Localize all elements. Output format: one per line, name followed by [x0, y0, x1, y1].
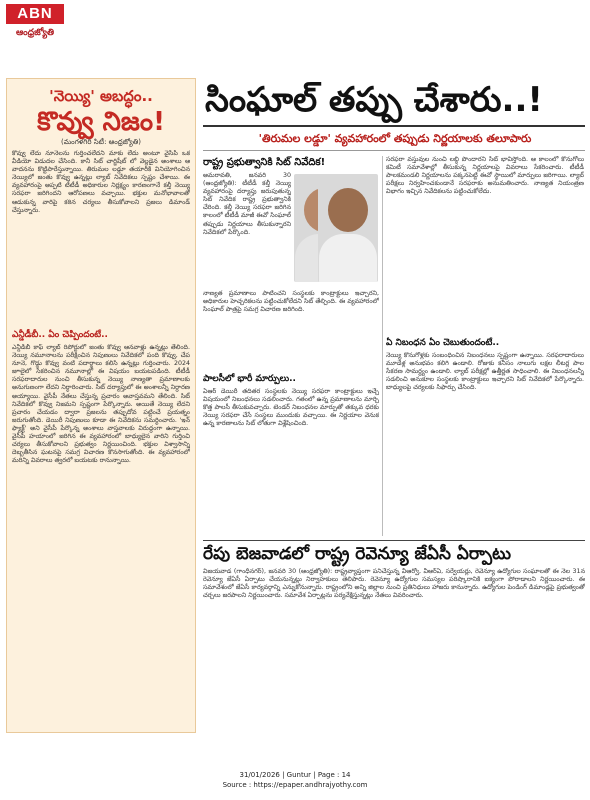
headline-rule	[203, 125, 585, 127]
right-paragraph-1: సరఫరా వస్తువుల నుంచి లబ్ధి పొందారని సిట్ భావిస్తోంది. ఆ కాలంలో కొనుగోలు కమిటీ సమావేశాల్లో తీసుకున్న నిర్ణయాలపై వివరాలు సేకరించారు. టీటీడీ పాలకమండలి నిర్ణయాలను పక్కనపెట్టి ఈవో స్థాయిలో మార్పులు జరిగాయి. ల్యాబ్ పరీక్షలు నిర్వహించకుండానే సరఫరాకు అనుమతించారు. నాణ్యత నియంత్రణ విభాగం ఇచ్చిన నివేదికలను పట్టించుకోలేదు.	[386, 156, 584, 196]
main-section-head: రాష్ట్ర ప్రభుత్వానికి సిట్ నివేదిక!	[203, 157, 326, 168]
main-column-subhead: పాలసీలో భారీ మార్పులు..	[203, 374, 296, 384]
main-paragraph-1b: నాణ్యత ప్రమాణాలు పాటించని సంస్థలకు కాంట్రాక్టులు ఇచ్చారని, అధికారుల హెచ్చరికలను పట్టించుకోలేదని సిట్ తేల్చింది. ఈ వ్యవహారంలో సింఘాల్ పాత్రపై సమగ్ర విచారణ జరిగింది.	[203, 290, 379, 314]
left-story-paragraph-1: కొవ్వు లేదు నూనెలను గుర్తించలేదని మాకు లేదు అంటూ వైసీపీ ఒక వీడియో విడుదల చేసింది. కానీ సిట్ చార్జిషీట్ లో వెల్లడైన అంశాలు ఆ వాదనను కొట్టిపారేస్తున్నాయి. తిరుమల లడ్డూ తయారీకి వినియోగించిన నెయ్యిలో జంతు కొవ్వు ఉన్నట్లు ల్యాబ్ నివేదికలు స్పష్టం చేశాయి. ఈ వ్యవహారంపై అప్పటి టీటీడీ అధికారుల నిర్లక్ష్యం కారణంగానే కల్తీ నెయ్యి సరఫరా జరిగిందని ఆరోపణలు వచ్చాయి. భక్తుల మనోభావాలతో ఆడుకున్న వారిపై కఠిన చర్యలు తీసుకోవాలని ప్రజలు డిమాండ్ చేస్తున్నారు.	[12, 150, 190, 214]
left-story-subhead: ఎన్డీడీబీ.. ఏం చెప్పిందంటే..	[12, 330, 108, 340]
right-subhead: ఏ నిబంధన ఏం చెబుతుందంటే..	[386, 338, 500, 348]
logo-andhrajyothy: ఆంధ్రజ్యోతి	[15, 28, 55, 38]
main-headline: సింఘాల్ తప్పు చేశారు..!	[205, 80, 543, 120]
newspaper-logo	[6, 4, 64, 50]
main-subheadline: 'తిరుమల లడ్డూ' వ్యవహారంలో తప్పుడు నిర్ణయాలకు తలూపారు	[258, 132, 532, 145]
main-paragraph-1: అమరావతి, జనవరి 30 (ఆంధ్రజ్యోతి): టీటీడీ కల్తీ నెయ్యి వ్యవహారంపై దర్యాప్తు జరుపుతున్న సిట్ నివేదిక రాష్ట్ర ప్రభుత్వానికి చేరింది. కల్తీ నెయ్యి సరఫరా జరిగిన కాలంలో టీటీడీ మాజీ ఈవో సింఘాల్ తప్పుడు నిర్ణయాలు తీసుకున్నారని నివేదికలో పేర్కొంది.	[203, 172, 291, 236]
footer-source[interactable]: Source : https://epaper.andhrajyothy.com	[222, 781, 368, 789]
left-headline-line2: కొవ్వు నిజం!	[37, 107, 165, 137]
left-headline-line1: 'నెయ్యి' అబద్ధం..	[49, 87, 153, 105]
person-photo-2-head	[328, 188, 368, 232]
left-story-byline: (మంగళగిరి సిటీ: ఆంధ్రజ్యోతి)	[61, 138, 141, 146]
person-photo-2-body	[319, 234, 377, 282]
logo-abn: ABN	[6, 4, 64, 24]
bottom-headline: రేపు బెజవాడలో రాష్ట్ర రెవెన్యూ జేఏసీ ఏర్పాటు	[203, 544, 512, 564]
column-divider	[382, 156, 383, 536]
left-story-paragraph-2: ఎన్డీడీబీ కాఫ్ ల్యాబ్ రిపోర్టులో జంతు కొవ్వు ఆనవాళ్లు ఉన్నట్లు తేలింది. నెయ్యి నమూనాలను పరీక్షించిన నిపుణులు నివేదికలో పంది కొవ్వు, చేప నూనె, గొడ్డు కొవ్వు వంటి పదార్థాలు కలిసి ఉన్నట్లు గుర్తించారు. 2024 జూలైలో సేకరించిన నమూనాల్లో ఈ విషయం బయటపడింది. టీటీడీ సరఫరాదారుల నుంచి తీసుకున్న నెయ్యి నాణ్యతా ప్రమాణాలకు అనుగుణంగా లేదని నిర్ధారించారు. సిట్ దర్యాప్తులో ఈ అంశాలన్నీ నిర్ధారణ అయ్యాయి. వైసీపీ నేతలు చేస్తున్న ప్రచారం అవాస్తవమని తేలింది. సిట్ నివేదికలో కొవ్వు నిజమని స్పష్టంగా పేర్కొన్నారు. అయితే నెయ్యి లేదని ప్రచారం చేయడం ద్వారా ప్రజలను తప్పుదోవ పట్టించే ప్రయత్నం జరుగుతోంది. డెయిరీ నిపుణులు కూడా ఈ నివేదికను సమర్థించారు. 'ఇన్ ఫ్యాక్ట్' అని వైసీపీ పేర్కొన్న అంశాలు వాస్తవాలకు విరుద్ధంగా ఉన్నాయి. వైసీపీ హయాంలో జరిగిన ఈ వ్యవహారంలో బాధ్యులైన వారిని గుర్తించి చర్యలు తీసుకోవాలని ప్రభుత్వం నిర్ణయించింది. భక్తుల విశ్వాసాన్ని దెబ్బతీసిన ఘటనపై సమగ్ర విచారణ కొనసాగుతోంది. ఈ వ్యవహారంలో మరిన్ని వివరాలు త్వరలో బయటకు రానున్నాయి.	[12, 344, 190, 465]
footer-date-line: 31/01/2026 | Guntur | Page : 14	[239, 771, 351, 779]
right-paragraph-2: నెయ్యి కొనుగోళ్లకు సంబంధించిన నిబంధనలు స్పష్టంగా ఉన్నాయి. సరఫరాదారులు మూడేళ్ల అనుభవం కలిగి ఉండాలి. రోజుకు కనీసం నాలుగు లక్షల లీటర్ల పాల సేకరణ సామర్థ్యం ఉండాలి. ల్యాబ్ పరీక్షల్లో ఉత్తీర్ణత సాధించాలి. ఈ నిబంధనలన్నీ సడలించి అనుకూల సంస్థలకు కాంట్రాక్టులు ఇచ్చారని సిట్ నివేదికలో పేర్కొన్నారు. బాధ్యులపై చర్యలకు సిఫార్సు చేసింది.	[386, 352, 584, 392]
subheadline-rule	[203, 150, 585, 151]
left-story-headline	[12, 86, 190, 138]
person-photo-2	[318, 174, 378, 282]
bottom-paragraph: విజయవాడ (గాంధీనగర్), జనవరి 30 (ఆంధ్రజ్యోతి): రాష్ట్రవ్యాప్తంగా పనిచేస్తున్న వీఆర్వో, వీఆర్ఏ, సర్వేయర్లు, రెవెన్యూ ఉద్యోగుల సంఘాలతో ఈ నెల 31న రెవెన్యూ జేఏసీ ఏర్పాటు చేయనున్నట్లు నిర్వాహకులు తెలిపారు. రెవెన్యూ ఉద్యోగుల సమస్యల పరిష్కారానికి ఐక్యంగా పోరాడాలని నిర్ణయించారు. ఈ సమావేశంలో జేఏసీ కార్యవర్గాన్ని ఎన్నుకోనున్నారు. రాష్ట్రంలోని అన్ని జిల్లాల నుంచి ప్రతినిధులు హాజరు కానున్నారు. ఉద్యోగుల పెండింగ్ డిమాండ్లపై ప్రభుత్వంతో చర్చలు జరపాలని నిర్ణయించారు. సమావేశ ఏర్పాట్లను పర్యవేక్షిస్తున్నట్లు నేతలు వివరించారు.	[203, 568, 585, 600]
bottom-story-rule	[203, 540, 585, 541]
page-footer	[0, 770, 590, 790]
main-paragraph-2: ఏఆర్ డెయిరీ తదితర సంస్థలకు నెయ్యి సరఫరా కాంట్రాక్టులు ఇచ్చే విషయంలో నిబంధనలు సడలించారు. గతంలో ఉన్న ప్రమాణాలను మార్చి కొత్త పాలసీ తీసుకువచ్చారు. టెండర్ నిబంధనల మార్పుతో తక్కువ ధరకు నెయ్యి సరఫరా చేసే సంస్థలు ముందుకు వచ్చాయి. ఈ నిర్ణయాల వెనుక ఉన్న కారణాలను సిట్ లోతుగా విశ్లేషించింది.	[203, 388, 379, 428]
